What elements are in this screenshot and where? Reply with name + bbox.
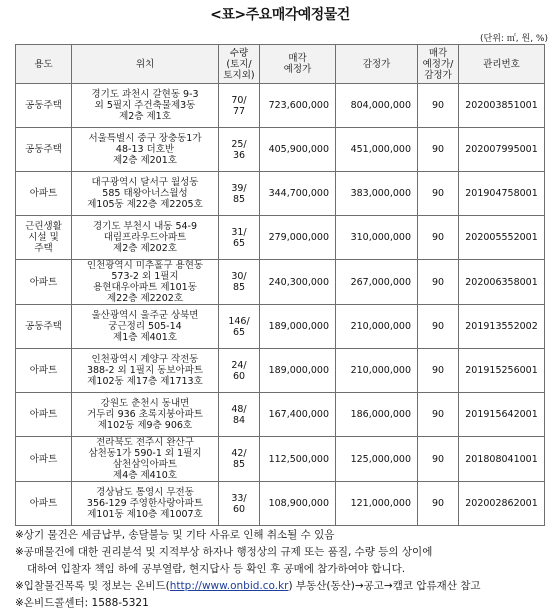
cell-area: 30/ 85 — [219, 260, 260, 305]
cell-area: 146/ 65 — [219, 305, 260, 349]
cell-area: 33/ 60 — [219, 482, 260, 526]
cell-location: 울산광역시 울주군 상북면 궁근정리 505-14 제1층 제401호 — [72, 305, 219, 349]
note-onbid-prefix: ※입찰물건목록 및 정보는 온비드( — [15, 580, 170, 592]
cell-use: 아파트 — [16, 349, 72, 393]
cell-ratio: 90 — [418, 260, 459, 305]
cell-sale-price: 189,000,000 — [260, 305, 336, 349]
cell-use: 근린생활 시설 및 주택 — [16, 216, 72, 260]
unit-note: (단위: ㎡, 원, %) — [480, 34, 548, 44]
table-row — [16, 260, 545, 305]
cell-location: 경기도 과천시 갈현동 9-3 외 5필지 주건축물제3동 제2층 제1호 — [72, 84, 219, 128]
header-ratio: 매각 예정가/ 감정가 — [418, 45, 459, 84]
cell-ratio: 90 — [418, 216, 459, 260]
cell-appraisal: 186,000,000 — [336, 393, 418, 437]
cell-appraisal: 125,000,000 — [336, 437, 418, 482]
cell-mgmt-no: 202006358001 — [459, 260, 545, 305]
cell-ratio: 90 — [418, 349, 459, 393]
table-row — [16, 482, 545, 526]
table-header-row — [16, 45, 545, 84]
table-row — [16, 216, 545, 260]
cell-sale-price: 240,300,000 — [260, 260, 336, 305]
cell-appraisal: 310,000,000 — [336, 216, 418, 260]
cell-mgmt-no: 202007995001 — [459, 128, 545, 172]
cell-appraisal: 451,000,000 — [336, 128, 418, 172]
table-row — [16, 172, 545, 216]
table-row — [16, 84, 545, 128]
note-call-center: ※온비드콜센터: 1588-5321 — [15, 597, 149, 609]
cell-ratio: 90 — [418, 84, 459, 128]
cell-mgmt-no: 201915642001 — [459, 393, 545, 437]
table-row — [16, 393, 545, 437]
cell-use: 아파트 — [16, 437, 72, 482]
cell-use: 공동주택 — [16, 305, 72, 349]
onbid-link[interactable]: http://www.onbid.co.kr — [169, 580, 289, 592]
cell-appraisal: 121,000,000 — [336, 482, 418, 526]
cell-appraisal: 210,000,000 — [336, 349, 418, 393]
cell-location: 인천광역시 미추홀구 용현동 573-2 외 1필지 용현대우아파트 제101동 제22층 제2202호 — [72, 260, 219, 305]
note-cancellation: ※상기 물건은 세금납부, 송달불능 및 기타 사유로 인해 취소될 수 있음 — [15, 529, 335, 541]
cell-mgmt-no: 201915256001 — [459, 349, 545, 393]
cell-ratio: 90 — [418, 393, 459, 437]
cell-ratio: 90 — [418, 305, 459, 349]
cell-location: 대구광역시 달서구 월성동 585 태왕아너스월성 제105동 제22층 제2205호 — [72, 172, 219, 216]
cell-use: 아파트 — [16, 260, 72, 305]
table-row — [16, 128, 545, 172]
cell-location: 경상남도 통영시 무전동 356-129 주영한사랑아파트 제101동 제10층 제1007호 — [72, 482, 219, 526]
notes-section — [15, 527, 545, 612]
cell-use: 공동주택 — [16, 84, 72, 128]
cell-location: 경기도 부천시 내동 54-9 대림프라우드아파트 제2층 제202호 — [72, 216, 219, 260]
cell-sale-price: 279,000,000 — [260, 216, 336, 260]
header-location: 위치 — [72, 45, 219, 84]
header-use: 용도 — [16, 45, 72, 84]
note-rights-analysis: ※공매물건에 대한 권리분석 및 지적부상 하자나 행정상의 규제 또는 품질, 수량 등의 상이에 — [15, 546, 433, 558]
cell-appraisal: 210,000,000 — [336, 305, 418, 349]
cell-mgmt-no: 202003851001 — [459, 84, 545, 128]
cell-sale-price: 344,700,000 — [260, 172, 336, 216]
cell-sale-price: 112,500,000 — [260, 437, 336, 482]
cell-appraisal: 267,000,000 — [336, 260, 418, 305]
cell-use: 아파트 — [16, 393, 72, 437]
cell-ratio: 90 — [418, 437, 459, 482]
cell-appraisal: 383,000,000 — [336, 172, 418, 216]
table-row — [16, 305, 545, 349]
cell-sale-price: 189,000,000 — [260, 349, 336, 393]
header-area: 수량 (토지/ 토지외) — [219, 45, 260, 84]
header-sale-price: 매각 예정가 — [260, 45, 336, 84]
cell-location: 서울특별시 중구 장충동1가 48-13 더호반 제2층 제201호 — [72, 128, 219, 172]
header-appraisal: 감정가 — [336, 45, 418, 84]
note-onbid-suffix: ) 부동산(동산)→공고→캠코 압류재산 참고 — [288, 580, 481, 592]
header-mgmt-no: 관리번호 — [459, 45, 545, 84]
cell-area: 48/ 84 — [219, 393, 260, 437]
cell-use: 아파트 — [16, 482, 72, 526]
cell-sale-price: 167,400,000 — [260, 393, 336, 437]
cell-use: 공동주택 — [16, 128, 72, 172]
property-table — [15, 44, 545, 526]
cell-area: 39/ 85 — [219, 172, 260, 216]
cell-mgmt-no: 202002862001 — [459, 482, 545, 526]
cell-area: 31/ 65 — [219, 216, 260, 260]
cell-area: 25/ 36 — [219, 128, 260, 172]
cell-sale-price: 405,900,000 — [260, 128, 336, 172]
cell-mgmt-no: 201904758001 — [459, 172, 545, 216]
document-title: <표>주요매각예정물건 — [210, 7, 350, 23]
cell-mgmt-no: 202005552001 — [459, 216, 545, 260]
cell-area: 42/ 85 — [219, 437, 260, 482]
cell-area: 24/ 60 — [219, 349, 260, 393]
cell-ratio: 90 — [418, 482, 459, 526]
cell-use: 아파트 — [16, 172, 72, 216]
cell-area: 70/ 77 — [219, 84, 260, 128]
cell-sale-price: 723,600,000 — [260, 84, 336, 128]
cell-location: 전라북도 전주시 완산구 삼천동1가 590-1 외 1필지 삼천삼익아파트 제4층 제410호 — [72, 437, 219, 482]
cell-mgmt-no: 201913552002 — [459, 305, 545, 349]
note-onbid-info — [15, 578, 545, 595]
cell-ratio: 90 — [418, 128, 459, 172]
cell-ratio: 90 — [418, 172, 459, 216]
note-rights-analysis-cont: 대하여 입찰자 책임 하에 공부열람, 현지답사 등 확인 후 공매에 참가하여야 합니다. — [27, 563, 406, 575]
cell-location: 인천광역시 계양구 작전동 388-2 외 1필지 동보아파트 제102동 제17층 제1713호 — [72, 349, 219, 393]
cell-mgmt-no: 201808041001 — [459, 437, 545, 482]
table-row — [16, 437, 545, 482]
cell-location: 강원도 춘천시 동내면 거두리 936 초록지붕아파트 제102동 제9층 906호 — [72, 393, 219, 437]
cell-sale-price: 108,900,000 — [260, 482, 336, 526]
table-row — [16, 349, 545, 393]
cell-appraisal: 804,000,000 — [336, 84, 418, 128]
